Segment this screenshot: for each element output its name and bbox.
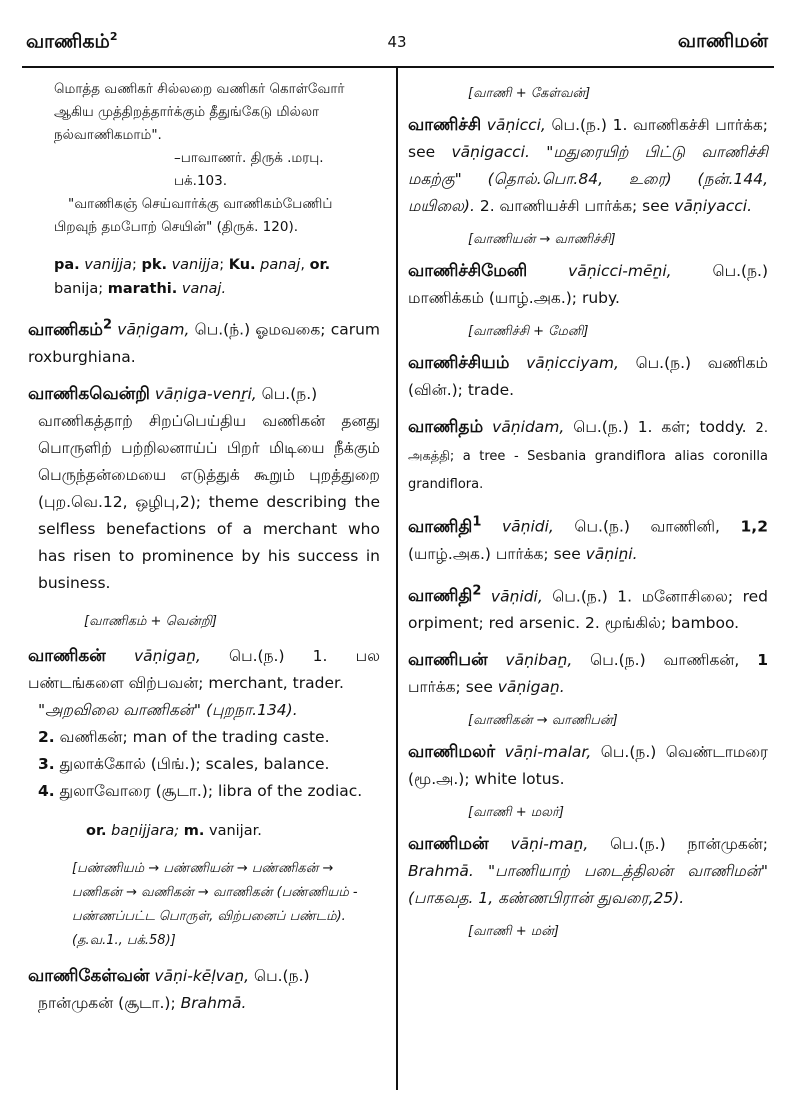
derivation: [வாணிகம் + வென்றி] bbox=[84, 613, 217, 629]
derivation: [பண்ணியம் → பண்ணியன் → பண்ணிகன் → பணிகன் → வணிகன் → வாணிகன் (பண்ணியம் - பண்ணப்பட்ட பொருள், விற்பனைப் பண்டம்). (த.வ.1., பக்.58)] bbox=[72, 860, 358, 948]
derivation: [வாணி + மன்] bbox=[468, 924, 559, 940]
entry-vanidi-2: வாணிதி$^2$ vāṇidi, பெ.(ந.) 1. மனோசிலை; red orpiment; red arsenic. 2. மூங்கில்; bamboo. bbox=[408, 583, 768, 633]
entry-vanicci-meni: வாணிச்சிமேனி vāṇicci-mēṉi, பெ.(ந.) மாணிக்கம் (யாழ்.அக.); ruby. bbox=[408, 261, 768, 307]
entry-vani-kelvan: வாணிகேள்வன் vāṇi-kēḷvaṉ, பெ.(ந.) நான்முகன் (சூடா.); Brahmā. bbox=[28, 965, 310, 1012]
derivation: [வாணியன் → வாணிச்சி] bbox=[468, 232, 616, 247]
page-number: 43 bbox=[387, 33, 407, 51]
cognates-line: pa. vanijja; pk. vanijja; Ku. panaj, or. banija; marathi. vanaj. bbox=[54, 257, 331, 297]
entry-vani-malar: வாணிமலர் vāṇi-malar, பெ.(ந.) வெண்டாமரை (மூ.அ.); white lotus. bbox=[408, 742, 768, 789]
page-header bbox=[26, 30, 768, 64]
entry-vani-man: வாணிமன் vāṇi-maṉ, பெ.(ந.) நான்முகன்; Brahmā. "பாணியாற் படைத்திலன் வாணிமன்" (பாகவத. 1, கண்ணபிரான் துவரை,25). bbox=[408, 834, 768, 908]
entry-vanicci: வாணிச்சி vāṇicci, பெ.(ந.) 1. வாணிகச்சி பார்க்க; see vāṇigacci. "மதுரையிற் பிட்டு வாணிச்சி மகற்கு" (தொல்.பொ.84, உரை) (நன்.144, மயிலை). 2. வாணியச்சி பார்க்க; see vāṇiyacci. bbox=[408, 115, 768, 215]
entry-vaniccyam: வாணிச்சியம் vāṇicciyam, பெ.(ந.) வணிகம் (வின்.); trade. bbox=[408, 353, 768, 399]
quotation-block: மொத்த வணிகர் சில்லறை வணிகர் கொள்வோர் ஆகிய முத்திறத்தார்க்கும் தீதுங்கேடு மில்லா நல்வாணிகமாம்". –பாவாணர். திருக் .மரபு. பக்.103. "வாணிகஞ் செய்வார்க்கு வாணிகம்பேணிப் பிறவுந் தமபோற் செயின்" (திருக். 120). bbox=[54, 81, 345, 235]
entry-vaniganr: வாணிகன் vāṇigaṉ, பெ.(ந.) 1. பல பண்டங்களை விற்பவன்; merchant, trader. "அறவிலை வாணிகன்" (புறநா.134). 2. வணிகன்; man of the trading caste. 3. துலாக்கோல் (பிங்.); scales, balance. 4. துலாவோரை (சூடா.); libra of the zodiac. bbox=[28, 645, 380, 800]
entry-vanigam-2: வாணிகம்$^2$ vāṇigam, பெ.(ந்.) ஓமவகை; carum roxburghiana. bbox=[28, 317, 381, 366]
header-rule bbox=[22, 66, 774, 68]
headword: வாணிகம்$^2$ bbox=[28, 317, 113, 340]
column-divider bbox=[396, 68, 398, 1090]
right-column bbox=[408, 70, 768, 940]
right-guide-word: வாணிமன் bbox=[677, 30, 768, 52]
derivation: [வாணி + மலர்] bbox=[468, 805, 564, 821]
entry-vaniban: வாணிபன் vāṇibaṉ, பெ.(ந.) வாணிகன், 1 பார்க்க; see vāṇigaṉ. bbox=[408, 650, 768, 697]
derivation: [வாணிச்சி + மேனி] bbox=[468, 324, 589, 339]
left-column bbox=[28, 70, 380, 1017]
entry-vanidi-1: வாணிதி$^1$ vāṇidi, பெ.(ந.) வாணினி, 1,2 (யாழ்.அக.) பார்க்க; see vāṇiṉi. bbox=[408, 514, 768, 563]
entry-vanidam: வாணிதம் vāṇidam, பெ.(ந.) 1. கள்; toddy. 2. அகத்தி; a tree - Sesbania grandiflora alias coronilla grandiflora. bbox=[408, 417, 768, 492]
derivation: [வாணிகன் → வாணிபன்] bbox=[468, 713, 618, 729]
entry-vaniga-venri: வாணிகவென்றி vāṇiga-venṟi, பெ.(ந.) வாணிகத்தாற் சிறப்பெய்திய வணிகன் தனது பொருளிற் பற்றிலனாய்ப் பிறர் மிடியை நீக்கும் பெருந்தன்மையை எடுத்துக் கூறும் புறத்துறை (புற.வெ.12, ஒழிபு,2); theme describing the selfless benefactions of a merchant who has risen to prominence by his success in business. bbox=[28, 383, 380, 592]
derivation: [வாணி + கேள்வன்] bbox=[468, 86, 591, 101]
cognates-line-2: or. baṉijjara; m. vanijar. bbox=[86, 822, 262, 839]
left-guide-word: வாணிகம்$^2$ bbox=[26, 30, 118, 53]
